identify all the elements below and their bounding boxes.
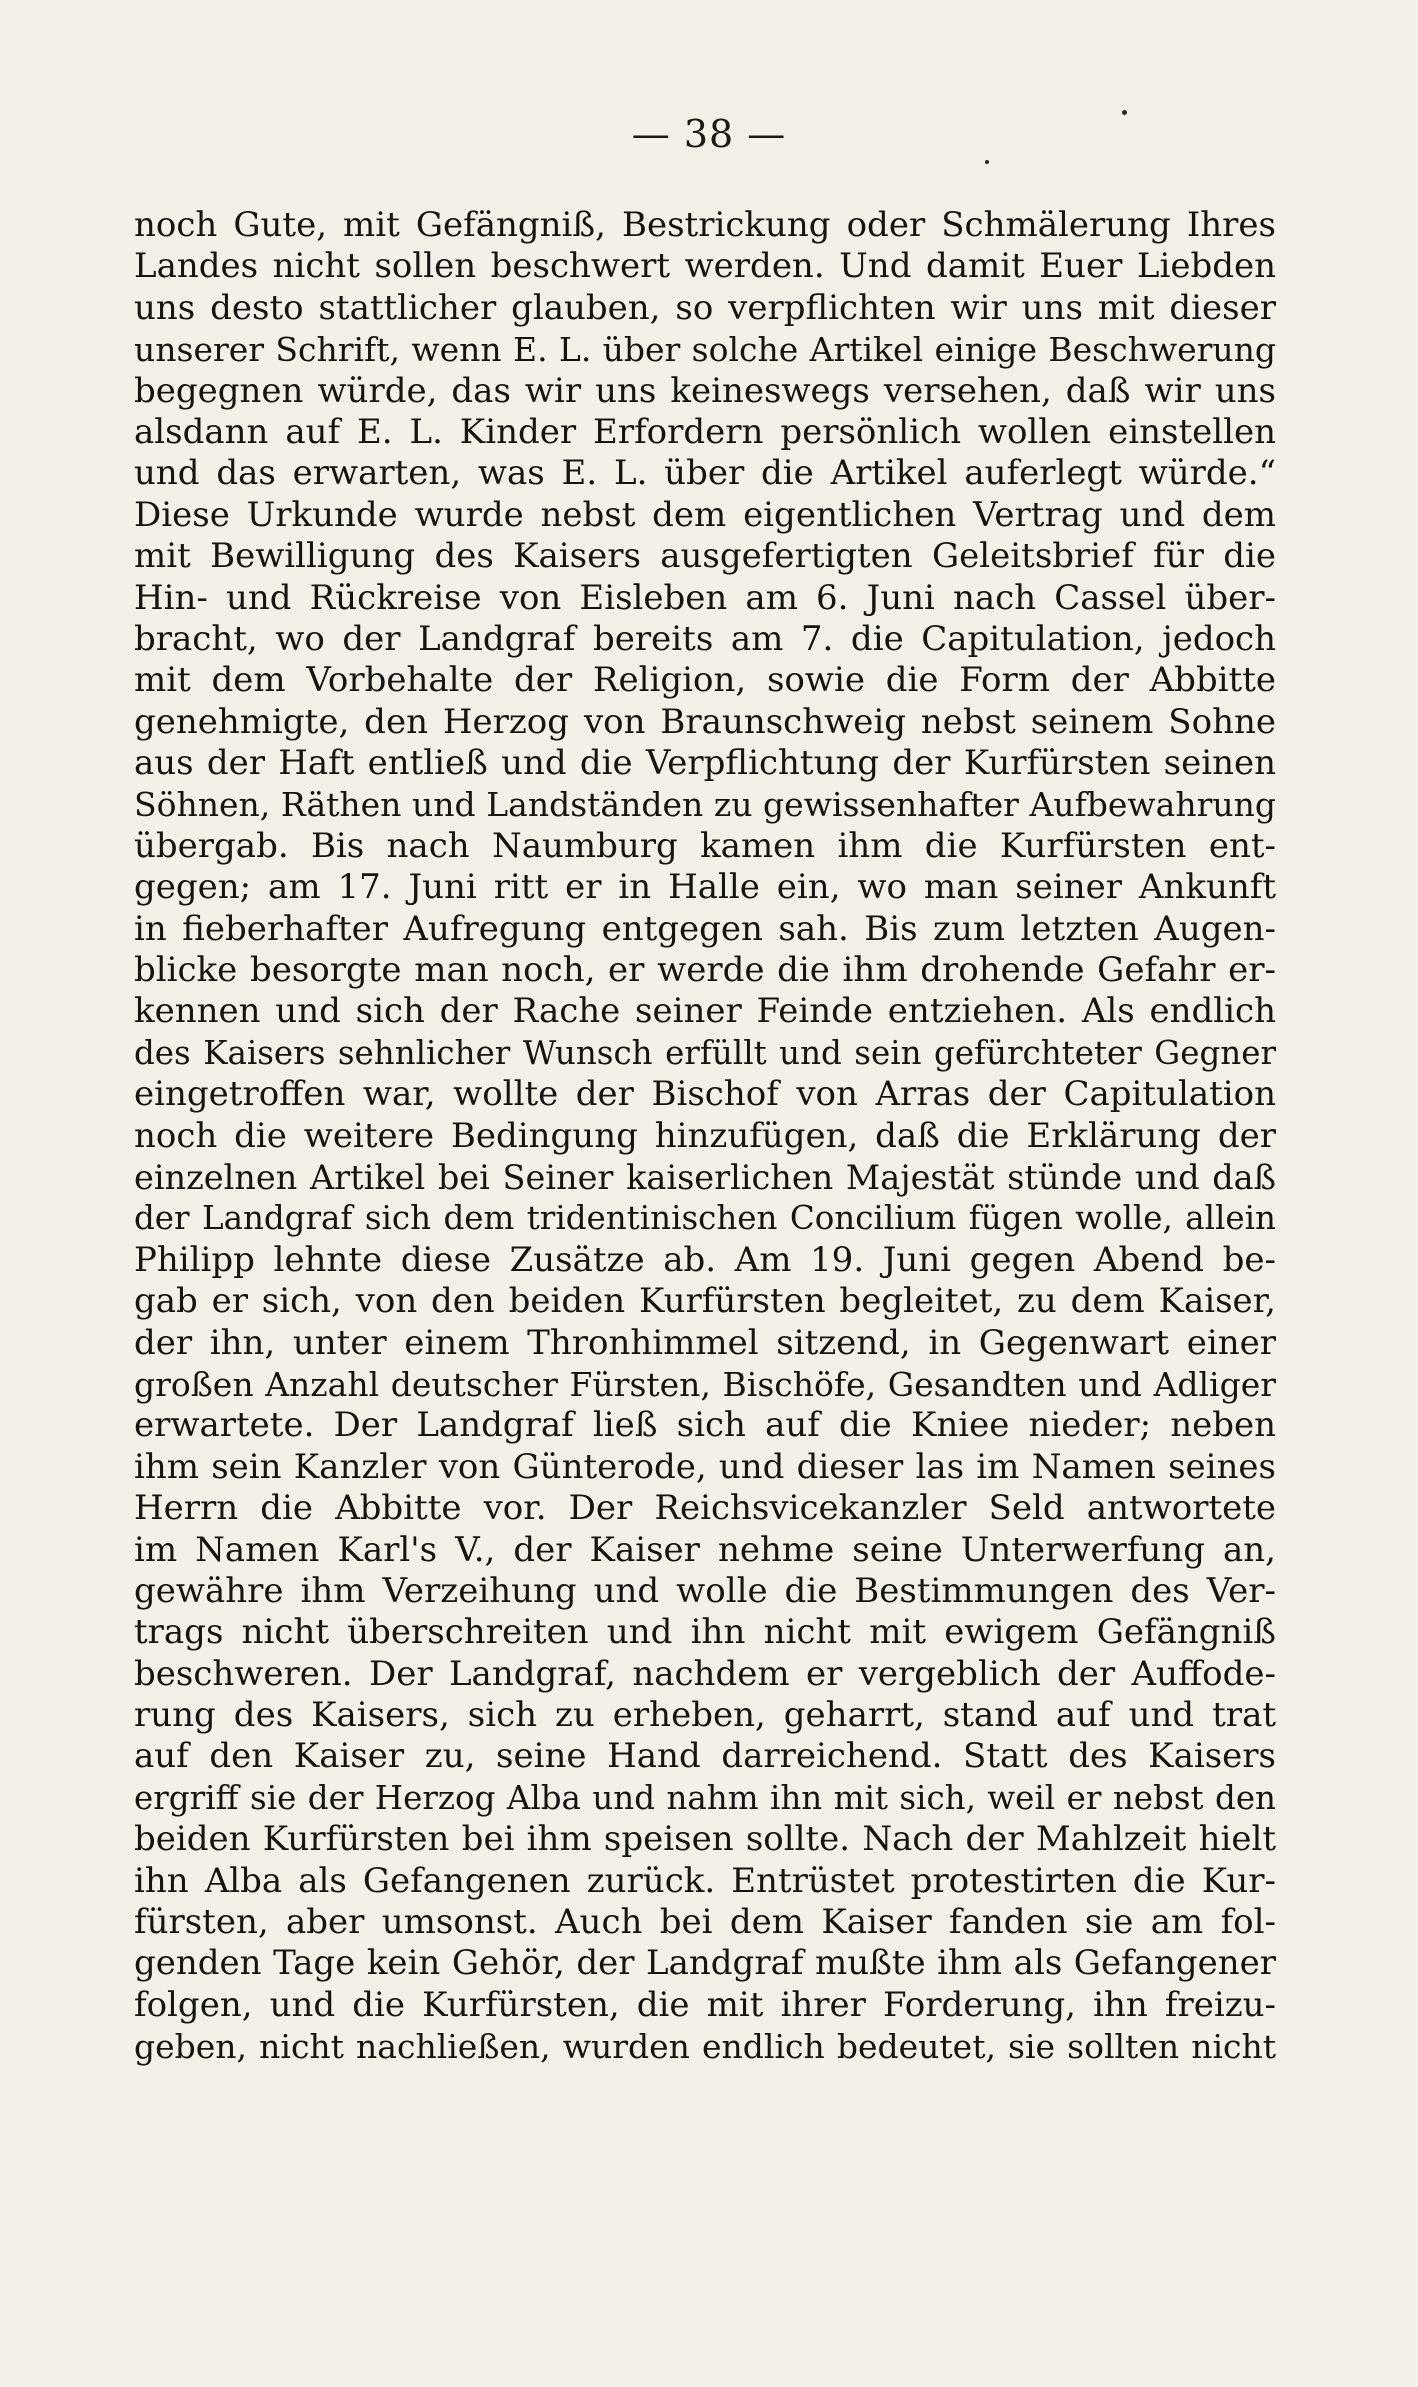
text-line: großen Anzahl deutscher Fürsten, Bischöfe, Gesandten und Adliger xyxy=(134,1364,1276,1404)
text-line: und das erwarten, was E. L. über die Artikel auferlegt würde.“ xyxy=(134,453,1276,494)
text-line: ergriff sie der Herzog Alba und nahm ihn mit sich, weil er nebst den xyxy=(134,1778,1276,1817)
text-line: genden Tage kein Gehör, der Landgraf mußte ihm als Gefangener xyxy=(134,1943,1276,1984)
text-line: Hin- und Rückreise von Eisleben am 6. Juni nach Cassel über- xyxy=(134,577,1276,618)
text-line: auf den Kaiser zu, seine Hand darreichend. Statt des Kaisers xyxy=(134,1736,1276,1777)
text-line: mit Bewilligung des Kaisers ausgefertigten Geleitsbrief für die xyxy=(134,536,1276,577)
text-line: rung des Kaisers, sich zu erheben, geharrt, stand auf und trat xyxy=(134,1695,1276,1736)
text-line: beiden Kurfürsten bei ihm speisen sollte. Nach der Mahlzeit hielt xyxy=(134,1819,1276,1860)
text-line: Diese Urkunde wurde nebst dem eigentlichen Vertrag und dem xyxy=(134,494,1276,535)
text-line: mit dem Vorbehalte der Religion, sowie die Form der Abbitte xyxy=(134,660,1276,701)
text-line: eingetroffen war, wollte der Bischof von Arras der Capitulation xyxy=(134,1074,1276,1115)
text-line: der ihn, unter einem Thronhimmel sitzend, in Gegenwart einer xyxy=(134,1322,1276,1363)
text-line: einzelnen Artikel bei Seiner kaiserlichen Majestät stünde und daß xyxy=(134,1157,1276,1197)
text-line: noch Gute, mit Gefängniß, Bestrickung oder Schmälerung Ihres xyxy=(134,205,1276,245)
text-line: geben, nicht nachließen, wurden endlich bedeutet, sie sollten nicht xyxy=(134,2027,1276,2067)
text-line: Söhnen, Räthen und Landständen zu gewissenhafter Aufbewahrung xyxy=(134,785,1276,825)
text-line: übergab. Bis nach Naumburg kamen ihm die Kurfürsten ent- xyxy=(134,825,1276,866)
text-line: bracht, wo der Landgraf bereits am 7. die Capitulation, jedoch xyxy=(134,618,1276,659)
text-line: fürsten, aber umsonst. Auch bei dem Kaiser fanden sie am fol- xyxy=(134,1902,1276,1943)
text-line: gewähre ihm Verzeihung und wolle die Bestimmungen des Ver- xyxy=(134,1570,1276,1611)
text-line: noch die weitere Bedingung hinzufügen, daß die Erklärung der xyxy=(134,1115,1276,1156)
text-line: gab er sich, von den beiden Kurfürsten begleitet, zu dem Kaiser, xyxy=(134,1281,1276,1322)
text-line: der Landgraf sich dem tridentinischen Concilium fügen wolle, allein xyxy=(134,1199,1276,1238)
text-line: trags nicht überschreiten und ihn nicht mit ewigem Gefängniß xyxy=(134,1612,1276,1653)
text-line: begegnen würde, das wir uns keineswegs versehen, daß wir uns xyxy=(134,370,1276,411)
text-line: unserer Schrift, wenn E. L. über solche Artikel einige Beschwerung xyxy=(134,330,1276,370)
text-line: Landes nicht sollen beschwert werden. Und damit Euer Liebden xyxy=(134,246,1276,287)
text-line: aus der Haft entließ und die Verpflichtung der Kurfürsten seinen xyxy=(134,743,1276,784)
text-line: alsdann auf E. L. Kinder Erfordern persönlich wollen einstellen xyxy=(134,411,1276,452)
text-line: Philipp lehnte diese Zusätze ab. Am 19. Juni gegen Abend be- xyxy=(134,1239,1276,1280)
text-line: gegen; am 17. Juni ritt er in Halle ein, wo man seiner Ankunft xyxy=(134,867,1276,908)
text-line: ihm sein Kanzler von Günterode, und dieser las im Namen seines xyxy=(134,1446,1276,1487)
text-line: folgen, und die Kurfürsten, die mit ihrer Forderung, ihn freizu- xyxy=(134,1984,1276,2025)
text-line: genehmigte, den Herzog von Braunschweig nebst seinem Sohne xyxy=(134,701,1276,742)
text-line: blicke besorgte man noch, er werde die ihm drohende Gefahr er- xyxy=(134,950,1276,991)
page-number: — 38 — xyxy=(631,112,787,156)
text-line: ihn Alba als Gefangenen zurück. Entrüstet protestirten die Kur- xyxy=(134,1860,1276,1901)
text-line: in fieberhafter Aufregung entgegen sah. Bis zum letzten Augen- xyxy=(134,908,1276,949)
text-line: im Namen Karl's V., der Kaiser nehme seine Unterwerfung an, xyxy=(134,1529,1276,1570)
print-speck xyxy=(985,160,989,164)
text-line: beschweren. Der Landgraf, nachdem er vergeblich der Auffode- xyxy=(134,1653,1276,1694)
text-line: Herrn die Abbitte vor. Der Reichsvicekanzler Seld antwortete xyxy=(134,1488,1276,1529)
text-line: kennen und sich der Rache seiner Feinde entziehen. Als endlich xyxy=(134,991,1276,1032)
body-text xyxy=(134,205,1276,2068)
text-line: uns desto stattlicher glauben, so verpflichten wir uns mit dieser xyxy=(134,287,1276,328)
text-line: erwartete. Der Landgraf ließ sich auf die Kniee nieder; neben xyxy=(134,1405,1276,1446)
text-line: des Kaisers sehnlicher Wunsch erfüllt und sein gefürchteter Gegner xyxy=(134,1033,1276,1072)
